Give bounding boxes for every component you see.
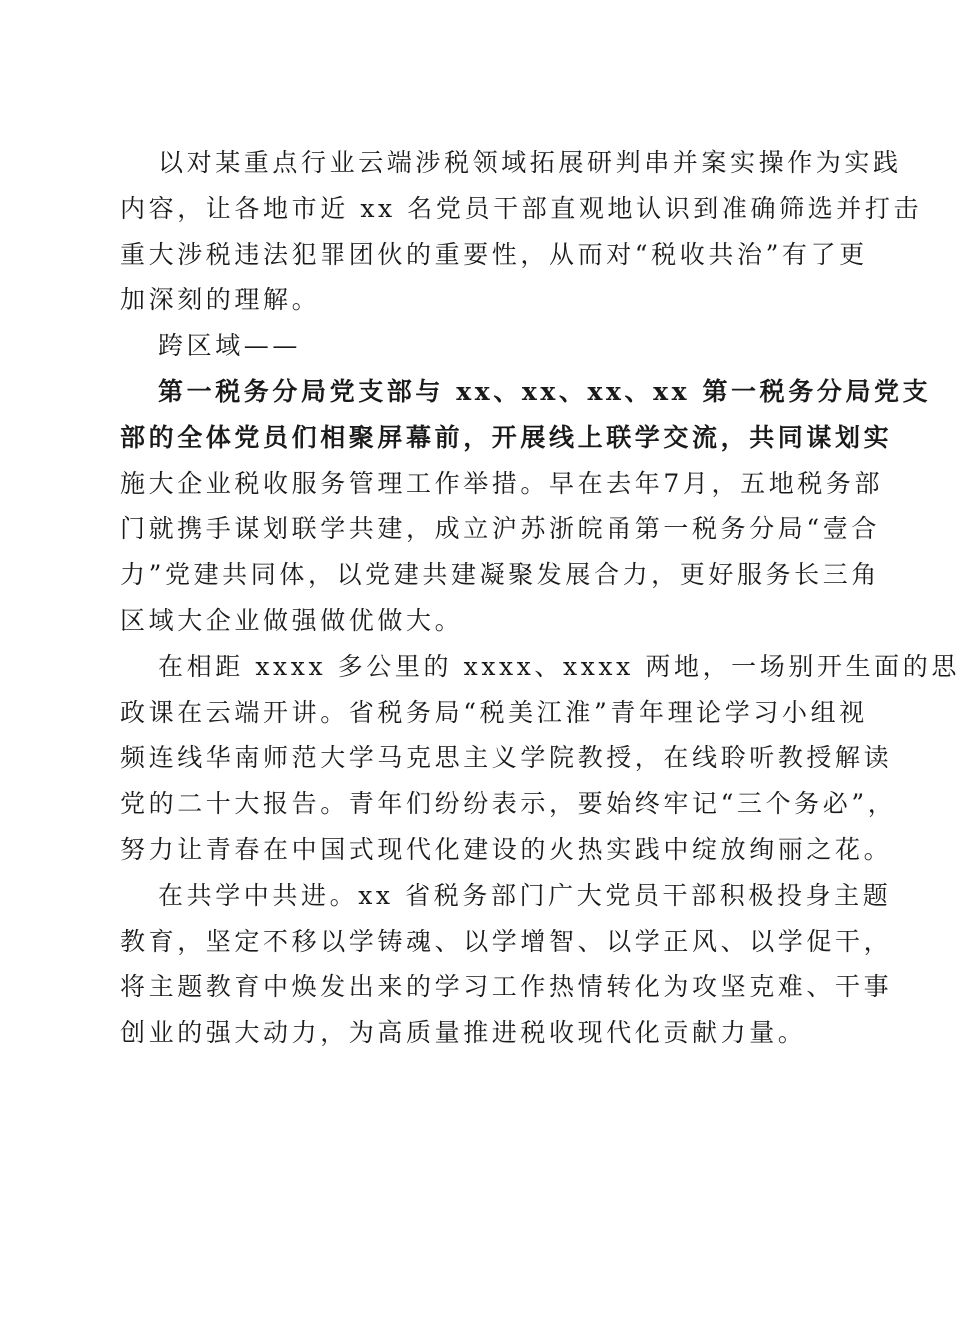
text-line: 重大涉税违法犯罪团伙的重要性，从而对“税收共治”有了更	[120, 239, 868, 269]
text-line: 力”党建共同体，以党建共建凝聚发展合力，更好服务长三角	[120, 560, 880, 590]
text-line: 教育，坚定不移以学铸魂、以学增智、以学正风、以学促干，	[120, 926, 893, 956]
text-line: 施大企业税收服务管理工作举措。早在去年7月，五地税务部	[120, 468, 884, 498]
text-line: 努力让青春在中国式现代化建设的火热实践中绽放绚丽之花。	[120, 834, 893, 864]
section-heading-cross-region	[120, 323, 830, 369]
text-line: 党的二十大报告。青年们纷纷表示，要始终牢记“三个务必”，	[120, 789, 897, 819]
text-line: 门就携手谋划联学共建，成立沪苏浙皖甬第一税务分局“壹合	[120, 514, 880, 544]
text-line: 跨区域——	[158, 331, 302, 361]
text-line: 频连线华南师范大学马克思主义学院教授，在线聆听教授解读	[120, 743, 893, 773]
text-line: 在相距 xxxx 多公里的 xxxx、xxxx 两地，一场别开生面的思	[158, 651, 960, 681]
text-line: 第一税务分局党支部与 xx、xx、xx、xx 第一税务分局党支	[158, 376, 932, 406]
paragraph-cloud-case-practice	[120, 140, 923, 323]
paragraph-joint-learning	[120, 873, 893, 1056]
text-line: 将主题教育中焕发出来的学习工作热情转化为攻坚克难、干事	[120, 972, 893, 1002]
text-line: 部的全体党员们相聚屏幕前，开展线上联学交流，共同谋划实	[120, 422, 893, 452]
paragraph-first-branch-party	[120, 369, 932, 644]
paragraph-cloud-ideology-class	[120, 644, 960, 873]
text-line: 区域大企业做强做优做大。	[120, 605, 464, 635]
document-body	[120, 140, 960, 1056]
text-line: 内容，让各地市近 xx 名党员干部直观地认识到准确筛选并打击	[120, 193, 923, 223]
text-line: 在共学中共进。xx 省税务部门广大党员干部积极投身主题	[158, 880, 892, 910]
text-line: 创业的强大动力，为高质量推进税收现代化贡献力量。	[120, 1018, 807, 1048]
text-line: 加深刻的理解。	[120, 285, 321, 315]
text-line: 以对某重点行业云端涉税领域拓展研判串并案实操作为实践	[158, 148, 902, 177]
text-line: 政课在云端开讲。省税务局“税美江淮”青年理论学习小组视	[120, 697, 868, 727]
